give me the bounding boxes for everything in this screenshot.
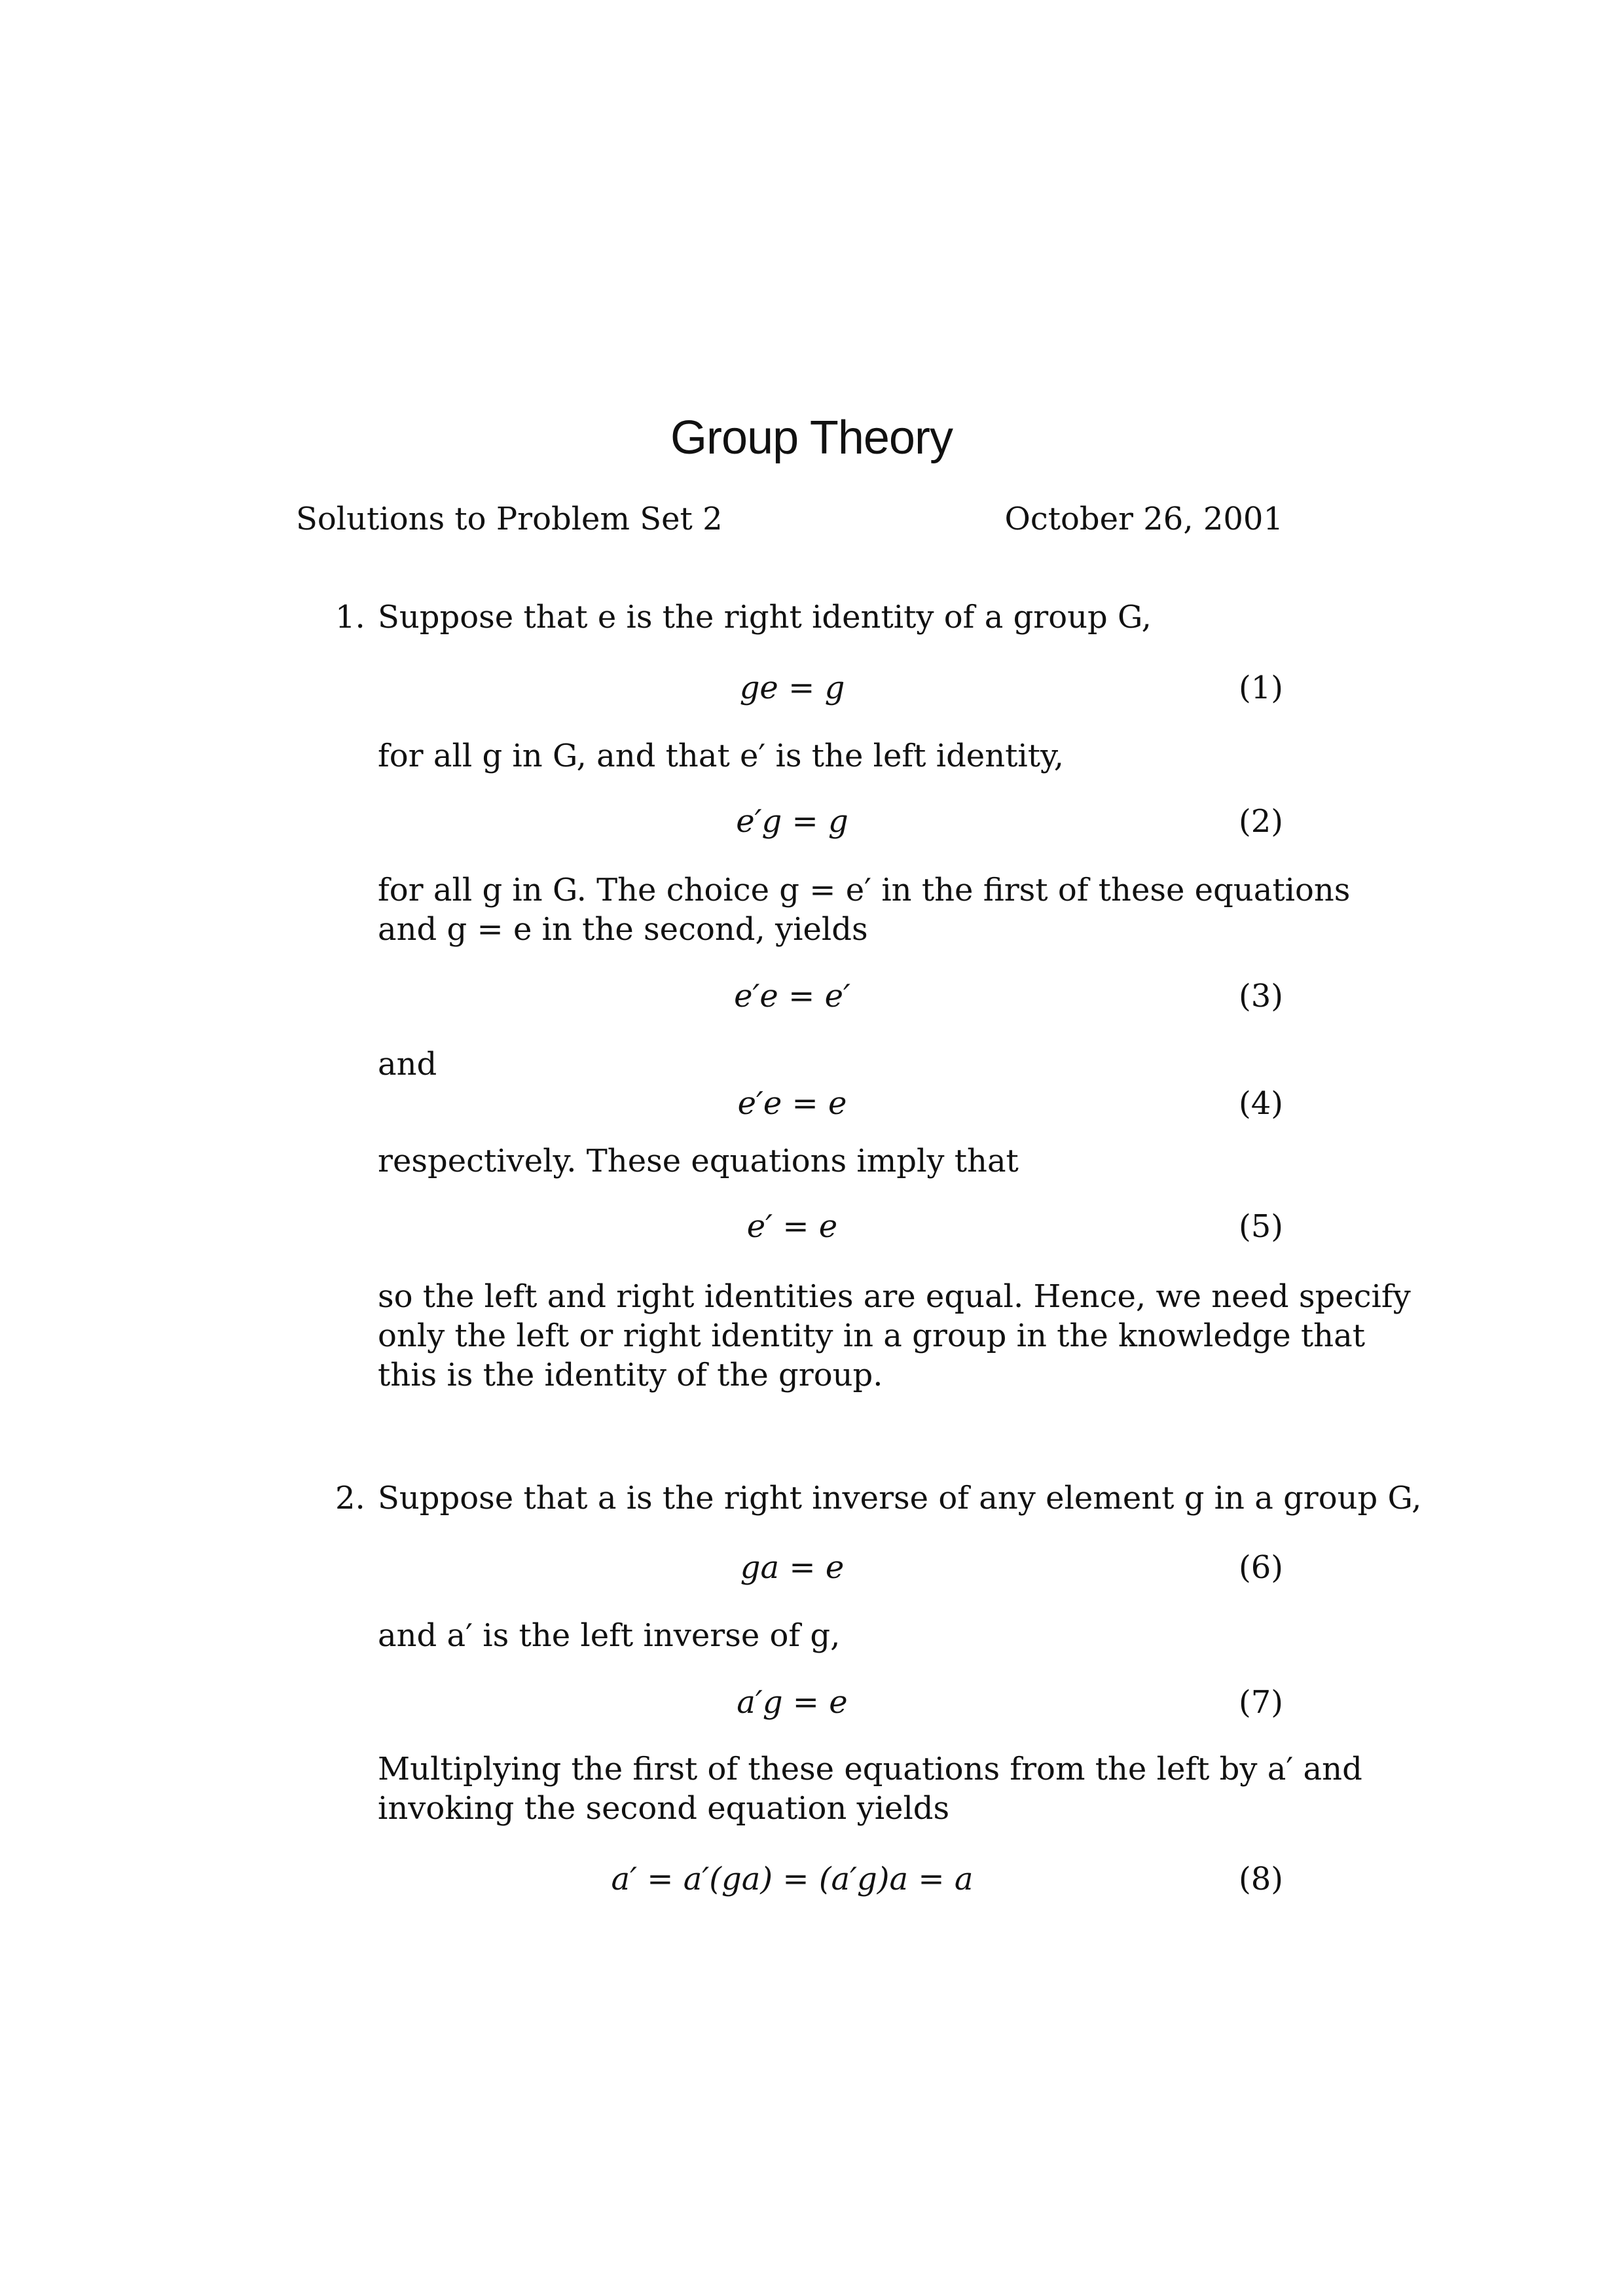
page-title: Group Theory — [670, 412, 953, 464]
equation-8: a′ = a′(ga) = (a′g)a = a — [611, 1861, 974, 1897]
problem-2-text-3-line-1: Multiplying the first of these equations from the left by a′ and — [378, 1751, 1362, 1787]
equation-5-number: (5) — [1239, 1208, 1283, 1245]
equation-1: ge = g — [739, 670, 845, 706]
equation-7-number: (7) — [1239, 1684, 1283, 1721]
equation-4: e′e = e — [737, 1085, 847, 1122]
problem-1-text-2: for all g in G, and that e′ is the left identity, — [378, 738, 1065, 774]
equation-5: e′ = e — [746, 1208, 838, 1245]
problem-2-text-3-line-2: invoking the second equation yields — [378, 1790, 950, 1827]
equation-2-number: (2) — [1239, 803, 1283, 840]
problem-2-number: 2. — [335, 1480, 365, 1516]
equation-8-number: (8) — [1239, 1861, 1283, 1897]
problem-1-conclusion-line-3: this is the identity of the group. — [378, 1357, 883, 1393]
equation-1-number: (1) — [1239, 670, 1283, 706]
problem-1-text-4: and — [378, 1046, 437, 1083]
problem-1-conclusion-line-1: so the left and right identities are equal. Hence, we need specify — [378, 1278, 1411, 1315]
date: October 26, 2001 — [1004, 501, 1283, 537]
equation-3: e′e = e′ — [734, 978, 850, 1014]
equation-3-number: (3) — [1239, 978, 1283, 1014]
problem-1-text-3-line-1: for all g in G. The choice g = e′ in the first of these equations — [378, 872, 1351, 908]
problem-2-text-2: and a′ is the left inverse of g, — [378, 1617, 841, 1654]
problem-1-text-5: respectively. These equations imply that — [378, 1143, 1019, 1179]
equation-7: a′g = e — [737, 1684, 848, 1721]
problem-1-text-3-line-2: and g = e in the second, yields — [378, 911, 868, 948]
equation-2: e′g = g — [736, 803, 848, 840]
equation-4-number: (4) — [1239, 1085, 1283, 1122]
problem-2-intro: Suppose that a is the right inverse of any element g in a group G, — [378, 1480, 1422, 1516]
problem-1-intro: Suppose that e is the right identity of a group G, — [378, 599, 1152, 636]
equation-6-number: (6) — [1239, 1549, 1283, 1586]
problem-1-conclusion-line-2: only the left or right identity in a group in the knowledge that — [378, 1318, 1365, 1354]
problem-1-number: 1. — [335, 599, 365, 636]
subtitle: Solutions to Problem Set 2 — [296, 501, 723, 537]
equation-6: ga = e — [740, 1549, 845, 1586]
